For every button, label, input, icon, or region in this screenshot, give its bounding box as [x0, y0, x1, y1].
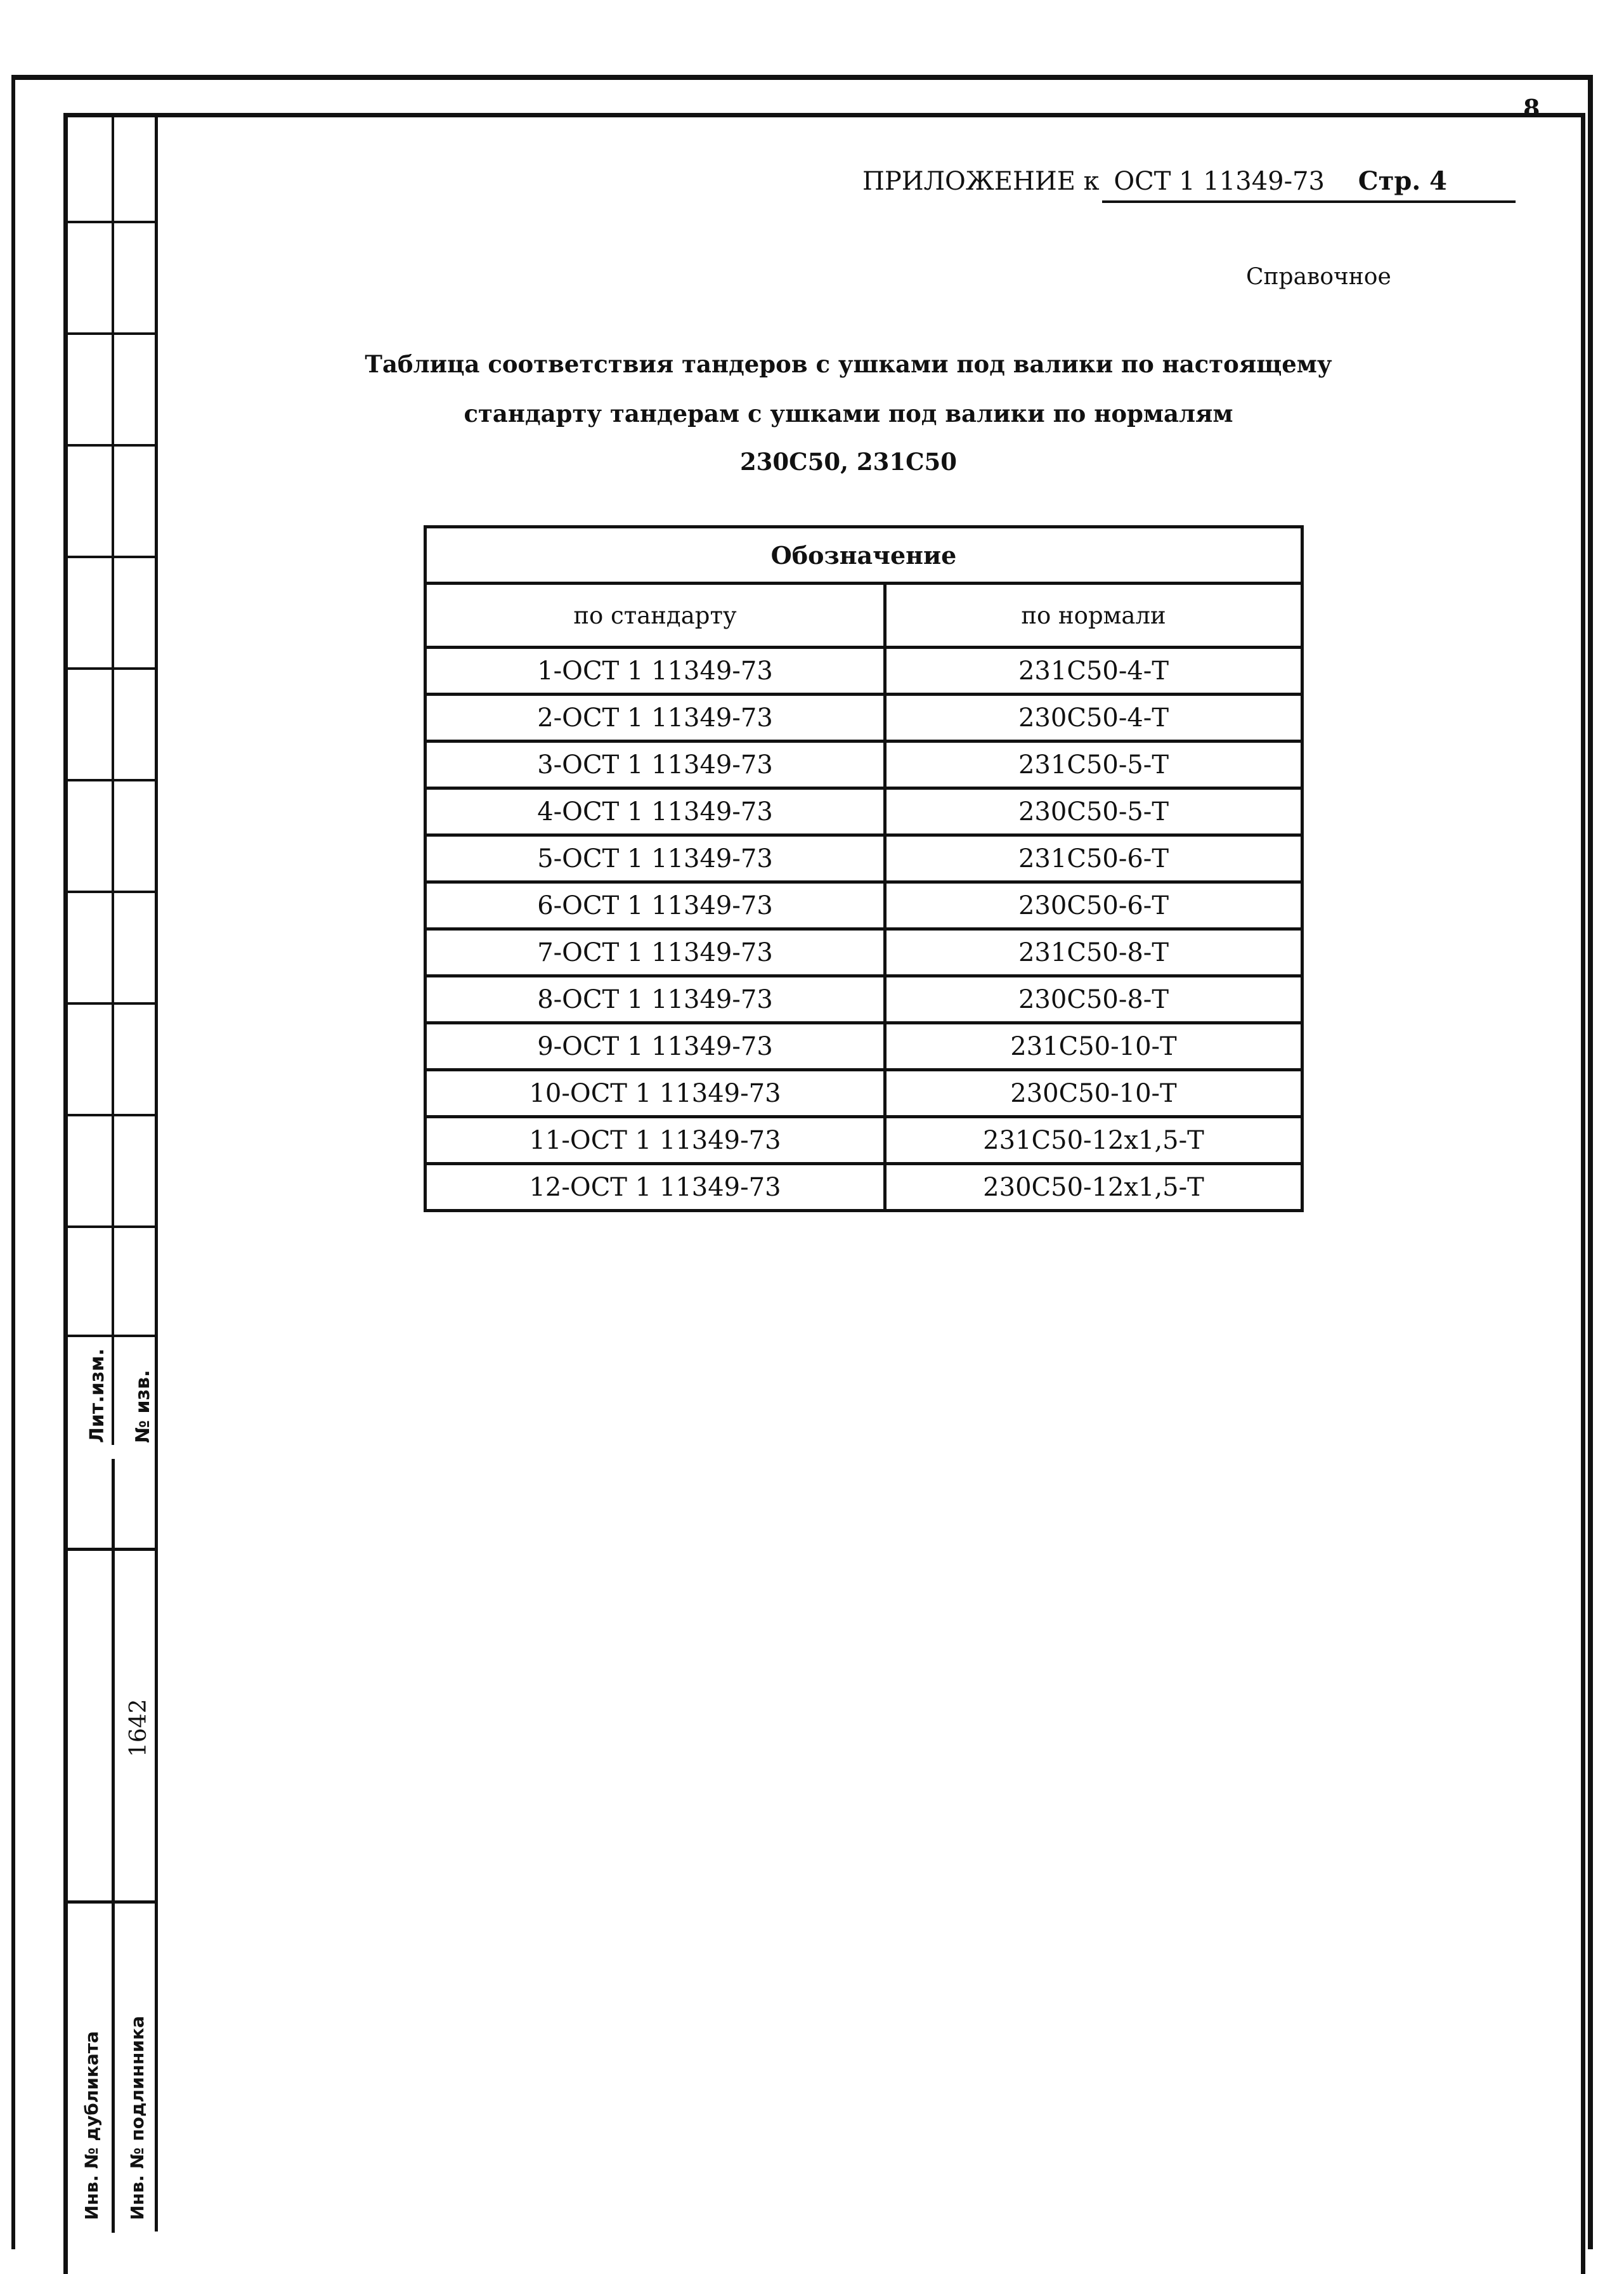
lit-izm-label: Лит.изм.: [86, 1348, 108, 1443]
strip-divider: [63, 1335, 157, 1337]
strip-divider: [63, 221, 157, 223]
normal-designation: 230С50-5-Т: [885, 788, 1302, 835]
table-row: [425, 1117, 1302, 1164]
inv-original-label: Инв. № подлинника: [127, 2016, 148, 2220]
designation-table: [424, 525, 1304, 1212]
normal-designation: 230С50-8-Т: [885, 976, 1302, 1023]
strip-divider: [63, 556, 157, 558]
table-row: [425, 648, 1302, 695]
header-prefix: ПРИЛОЖЕНИЕ к: [862, 167, 1100, 196]
strip-divider: [63, 332, 157, 335]
strip-divider: [63, 444, 157, 447]
standard-designation: 6-ОСТ 1 11349-73: [425, 882, 885, 929]
title-line-3: 230С50, 231С50: [739, 448, 958, 476]
column-header-standard: по стандарту: [425, 584, 885, 648]
normal-designation: 231С50-12х1,5-Т: [885, 1117, 1302, 1164]
table-row: [425, 976, 1302, 1023]
strip-divider: [63, 1114, 157, 1116]
table-header: Обозначение: [425, 527, 1302, 584]
table-row: [425, 788, 1302, 835]
inventory-number: 1642: [126, 1699, 152, 1757]
normal-designation: 231С50-10-Т: [885, 1023, 1302, 1070]
header-underline: [1102, 200, 1516, 203]
standard-designation: 9-ОСТ 1 11349-73: [425, 1023, 885, 1070]
page-number: 8: [1523, 94, 1540, 122]
table-row: [425, 1023, 1302, 1070]
stamp-column-divider: [112, 1459, 115, 2233]
header-standard: ОСТ 1 11349-73: [1114, 167, 1325, 196]
table-row: [425, 742, 1302, 788]
stamp-divider: [63, 1900, 157, 1904]
standard-designation: 7-ОСТ 1 11349-73: [425, 929, 885, 976]
normal-designation: 231С50-6-Т: [885, 835, 1302, 882]
table-row: [425, 882, 1302, 929]
normal-designation: 230С50-6-Т: [885, 882, 1302, 929]
standard-designation: 8-ОСТ 1 11349-73: [425, 976, 885, 1023]
title-line-2: стандарту тандерам с ушками под валики по нормалям: [464, 400, 1233, 428]
strip-divider: [63, 667, 157, 670]
title-line-1: Таблица соответствия тандеров с ушками под валики по настоящему: [365, 350, 1332, 378]
reference-note: Справочное: [1246, 264, 1391, 290]
standard-designation: 4-ОСТ 1 11349-73: [425, 788, 885, 835]
normal-designation: 230С50-12х1,5-Т: [885, 1164, 1302, 1211]
table-row: [425, 929, 1302, 976]
document-header: [862, 166, 1447, 196]
table-row: [425, 835, 1302, 882]
table-row: [425, 1164, 1302, 1211]
standard-designation: 5-ОСТ 1 11349-73: [425, 835, 885, 882]
standard-designation: 11-ОСТ 1 11349-73: [425, 1117, 885, 1164]
standard-designation: 10-ОСТ 1 11349-73: [425, 1070, 885, 1117]
strip-divider: [63, 1002, 157, 1005]
standard-designation: 2-ОСТ 1 11349-73: [425, 695, 885, 742]
table-row: [425, 1070, 1302, 1117]
header-page-label: Стр. 4: [1358, 166, 1448, 196]
standard-designation: 12-ОСТ 1 11349-73: [425, 1164, 885, 1211]
no-izv-label: № изв.: [132, 1369, 154, 1443]
standard-designation: 1-ОСТ 1 11349-73: [425, 648, 885, 695]
column-header-normal: по нормали: [885, 584, 1302, 648]
strip-divider: [63, 779, 157, 781]
normal-designation: 231С50-8-Т: [885, 929, 1302, 976]
inv-duplicate-label: Инв. № дубликата: [81, 2031, 102, 2220]
normal-designation: 230С50-10-Т: [885, 1070, 1302, 1117]
normal-designation: 231С50-4-Т: [885, 648, 1302, 695]
strip-divider: [63, 891, 157, 893]
standard-designation: 3-ОСТ 1 11349-73: [425, 742, 885, 788]
normal-designation: 230С50-4-Т: [885, 695, 1302, 742]
table-row: [425, 695, 1302, 742]
normal-designation: 231С50-5-Т: [885, 742, 1302, 788]
strip-divider: [63, 1225, 157, 1228]
